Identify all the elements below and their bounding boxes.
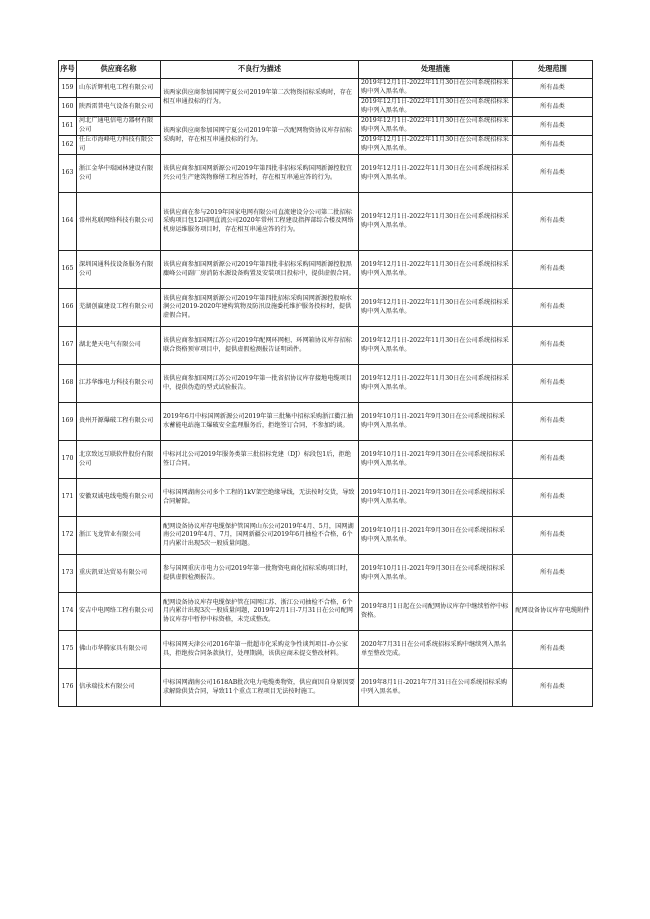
supplier-name-cell: 常州兆联网络科技有限公司: [77, 193, 161, 251]
scope-cell: 所有品类: [513, 251, 593, 289]
measures-cell: 2019年8月1日起在公司配网协议库存中继续暂停中标资格。: [359, 593, 513, 631]
measures-cell: 2019年12月1日-2022年11月30日在公司系统招标采购中列入黑名单。: [359, 251, 513, 289]
header-misconduct-description: 不良行为描述: [161, 61, 359, 79]
misconduct-description-cell: 中标国网湖南公司多个工程的1kV架空绝缘导线，无法按时交货，导致合同解除。: [161, 479, 359, 517]
measures-cell: 2019年12月1日-2022年11月30日在公司系统招标采购中列入黑名单。: [359, 193, 513, 251]
measures-cell: 2019年8月1日-2021年7月31日在公司系统招标采购中列入黑名单。: [359, 669, 513, 707]
scope-cell: 所有品类: [513, 289, 593, 327]
measures-cell: 2019年12月1日-2022年11月30日在公司系统招标采购中列入黑名单。: [359, 98, 513, 117]
table-row: [59, 403, 593, 441]
serial-no-cell: 167: [59, 327, 77, 365]
table-body: [59, 79, 593, 707]
table-row: [59, 631, 593, 669]
scope-cell: 所有品类: [513, 517, 593, 555]
table-header-row: [59, 61, 593, 79]
measures-cell: 2019年12月1日-2022年11月30日在公司系统招标采购中列入黑名单。: [359, 117, 513, 136]
misconduct-description-cell: 参与国网重庆市电力公司2019年第一批物资电商化招标采购项目时，提供虚假检测报告。: [161, 555, 359, 593]
misconduct-description-cell: 中标河北公司2019年服务类第三批招标党建（DJ）标段包1后，拒绝签订合同。: [161, 441, 359, 479]
supplier-name-cell: 芜湖创赢建设工程有限公司: [77, 289, 161, 327]
supplier-name-cell: 浙江飞龙管业有限公司: [77, 517, 161, 555]
serial-no-cell: 164: [59, 193, 77, 251]
supplier-name-cell: 佛山市华腾家具有限公司: [77, 631, 161, 669]
table-row: [59, 669, 593, 707]
scope-cell: 所有品类: [513, 117, 593, 136]
supplier-name-cell: 江苏华维电力科技有限公司: [77, 365, 161, 403]
header-measures: 处理措施: [359, 61, 513, 79]
misconduct-description-cell: 该供应商参加国网江苏公司2019年第一批省招协议库存接地电缆项目中，提供伪造的型式试验报告。: [161, 365, 359, 403]
table-row: [59, 193, 593, 251]
table-row: [59, 155, 593, 193]
header-scope: 处理范围: [513, 61, 593, 79]
table-row: [59, 79, 593, 98]
supplier-name-cell: 河北广通电信电力器材有限公司: [77, 117, 161, 136]
misconduct-description-cell: 中标国网天津公司2016年第一批超市化采购竞争性谈判项目-办公家具，拒绝按合同条款执行，处理期满，该供应商未提交整改材料。: [161, 631, 359, 669]
supplier-name-cell: 山东沂辉机电工程有限公司: [77, 79, 161, 98]
serial-no-cell: 159: [59, 79, 77, 98]
blacklist-table: [58, 60, 593, 707]
supplier-name-cell: 浙江金华中瑞园林建设有限公司: [77, 155, 161, 193]
header-supplier-name: 供应商名称: [77, 61, 161, 79]
scope-cell: 所有品类: [513, 631, 593, 669]
measures-cell: 2019年10月1日-2021年9月30日在公司系统招标采购中列入黑名单。: [359, 479, 513, 517]
supplier-name-cell: 重庆凯亚达贸易有限公司: [77, 555, 161, 593]
scope-cell: 所有品类: [513, 98, 593, 117]
serial-no-cell: 168: [59, 365, 77, 403]
serial-no-cell: 171: [59, 479, 77, 517]
table-row: [59, 479, 593, 517]
serial-no-cell: 160: [59, 98, 77, 117]
misconduct-description-cell: 该供应商参加国网新源公司2019年第四批非招标采购国网新源控股宜兴公司生产建筑物修缮工程应答时，存在相互串通应答的行为。: [161, 155, 359, 193]
measures-cell: 2019年12月1日-2022年11月30日在公司系统招标采购中列入黑名单。: [359, 136, 513, 155]
measures-cell: 2019年10月1日-2021年9月30日在公司系统招标采购中列入黑名单。: [359, 555, 513, 593]
scope-cell: 所有品类: [513, 193, 593, 251]
misconduct-description-cell: 该供应商参加国网江苏公司2019年配网环网柜、环网箱协议库存招标联合资格预审项目中，提供虚假检测报告证明函件。: [161, 327, 359, 365]
misconduct-description-cell: 该两家供应商参加国网宁夏公司2019年第一次配网物资协议库存招标采购时，存在相互串通投标的行为。: [161, 117, 359, 155]
misconduct-description-cell: 中标国网湖南公司1618AB批次电力电缆类物资，供应商因自身原因要求解除供货合同，导致11个重点工程项目无法按时施工。: [161, 669, 359, 707]
supplier-name-cell: 北京致远互联软件股份有限公司: [77, 441, 161, 479]
scope-cell: 所有品类: [513, 403, 593, 441]
measures-cell: 2019年12月1日-2022年11月30日在公司系统招标采购中列入黑名单。: [359, 155, 513, 193]
measures-cell: 2019年12月1日-2022年11月30日在公司系统招标采购中列入黑名单。: [359, 79, 513, 98]
table-row: [59, 117, 593, 136]
serial-no-cell: 161: [59, 117, 77, 136]
measures-cell: 2020年7月31日在公司系统招标采购中继续列入黑名单至整改完成。: [359, 631, 513, 669]
table-row: [59, 289, 593, 327]
supplier-name-cell: 贵州开源爆破工程有限公司: [77, 403, 161, 441]
supplier-name-cell: 湖北楚天电气有限公司: [77, 327, 161, 365]
measures-cell: 2019年10月1日-2021年9月30日在公司系统招标采购中列入黑名单。: [359, 403, 513, 441]
serial-no-cell: 162: [59, 136, 77, 155]
supplier-name-cell: 安吉中电网络工程有限公司: [77, 593, 161, 631]
serial-no-cell: 174: [59, 593, 77, 631]
misconduct-description-cell: 该供应商参加国网新源公司2019年第四批非招标采购国网新源控股黑麋峰公司副厂房消防水源设备购置及安装项目投标中，提供虚假合同。: [161, 251, 359, 289]
serial-no-cell: 176: [59, 669, 77, 707]
serial-no-cell: 165: [59, 251, 77, 289]
scope-cell: 所有品类: [513, 669, 593, 707]
misconduct-description-cell: 配网设备协议库存电缆保护管在国网江苏、浙江公司抽检不合格，6个月内累计出现3次一般质量问题，2019年2月1日-7月31日在公司配网协议库存中暂停中标资格，未完成整改。: [161, 593, 359, 631]
serial-no-cell: 166: [59, 289, 77, 327]
header-serial-no: 序号: [59, 61, 77, 79]
misconduct-description-cell: 2019年6月中标国网新源公司2019年第三批集中招标采购浙江衢江抽水蓄能电站施工爆破安全监理服务后，拒绝签订合同，不参加约谈。: [161, 403, 359, 441]
table-row: [59, 251, 593, 289]
serial-no-cell: 163: [59, 155, 77, 193]
table-row: [59, 327, 593, 365]
table-row: [59, 517, 593, 555]
supplier-name-cell: 信承瑞技术有限公司: [77, 669, 161, 707]
table-row: [59, 365, 593, 403]
serial-no-cell: 172: [59, 517, 77, 555]
serial-no-cell: 169: [59, 403, 77, 441]
table-row: [59, 441, 593, 479]
measures-cell: 2019年12月1日-2022年11月30日在公司系统招标采购中列入黑名单。: [359, 327, 513, 365]
misconduct-description-cell: 该两家供应商参加国网宁夏公司2019年第二次物资招标采购时，存在相互串通投标的行为。: [161, 79, 359, 117]
serial-no-cell: 170: [59, 441, 77, 479]
scope-cell: 所有品类: [513, 555, 593, 593]
misconduct-description-cell: 配网设备协议库存电缆保护管国网山东公司2019年4月、5月，国网湖南公司2019年4月、7月，国网新疆公司2019年6月抽检不合格，6个月内累计出现5次一般质量问题。: [161, 517, 359, 555]
misconduct-description-cell: 该供应商参加国网新源公司2019年第四批招标采购国网新源控股响水涧公司2019-2020年建构筑物及防汛设施委托维护服务投标时，提供虚假合同。: [161, 289, 359, 327]
scope-cell: 所有品类: [513, 441, 593, 479]
scope-cell: 所有品类: [513, 327, 593, 365]
supplier-name-cell: 陕西雷普电气设备有限公司: [77, 98, 161, 117]
measures-cell: 2019年12月1日-2022年11月30日在公司系统招标采购中列入黑名单。: [359, 365, 513, 403]
serial-no-cell: 175: [59, 631, 77, 669]
scope-cell: 所有品类: [513, 365, 593, 403]
supplier-name-cell: 任丘市海峰电力科技有限公司: [77, 136, 161, 155]
measures-cell: 2019年12月1日-2022年11月30日在公司系统招标采购中列入黑名单。: [359, 289, 513, 327]
table-row: [59, 555, 593, 593]
scope-cell: 所有品类: [513, 79, 593, 98]
supplier-name-cell: 安徽双诚电线电缆有限公司: [77, 479, 161, 517]
supplier-name-cell: 深圳国通科技设备服务有限公司: [77, 251, 161, 289]
scope-cell: 所有品类: [513, 136, 593, 155]
scope-cell: 所有品类: [513, 479, 593, 517]
scope-cell: 配网设备协议库存电缆附件: [513, 593, 593, 631]
measures-cell: 2019年10月1日-2021年9月30日在公司系统招标采购中列入黑名单。: [359, 517, 513, 555]
measures-cell: 2019年10月1日-2021年9月30日在公司系统招标采购中列入黑名单。: [359, 441, 513, 479]
scope-cell: 所有品类: [513, 155, 593, 193]
serial-no-cell: 173: [59, 555, 77, 593]
misconduct-description-cell: 该供应商在参与2019年国家电网有限公司直流建设分公司第二批招标采购项目包12国网直流公司2020年常州工程建设指挥部综合楼及网络机房运维服务项目时，存在相互串通应答的行为。: [161, 193, 359, 251]
table-row: [59, 593, 593, 631]
